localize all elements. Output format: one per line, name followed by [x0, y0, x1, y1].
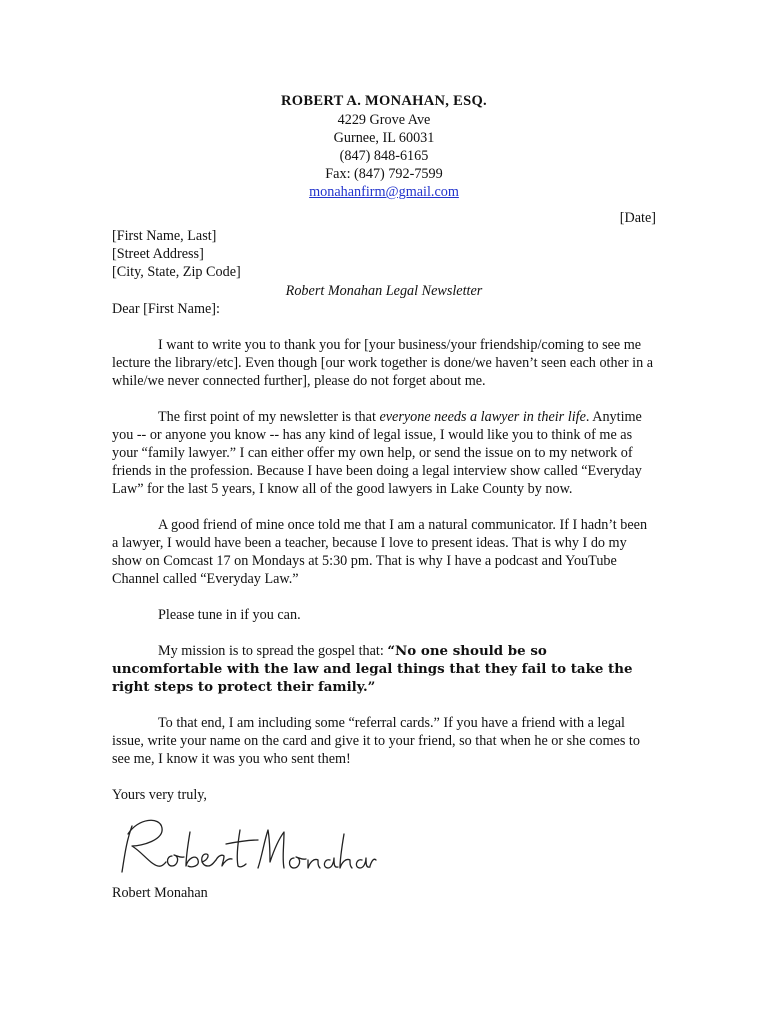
handwritten-signature: [118, 812, 656, 880]
sender-street: 4229 Grove Ave: [337, 112, 431, 128]
letter-page: [112, 92, 656, 902]
paragraph-first-point-lead: The first point of my newsletter is that: [158, 409, 380, 425]
sender-email-link[interactable]: monahanfirm@gmail.com: [309, 184, 459, 200]
signer-name: Robert Monahan: [112, 885, 208, 901]
sender-name: ROBERT A. MONAHAN, ESQ.: [281, 93, 487, 109]
newsletter-title: Robert Monahan Legal Newsletter: [285, 283, 483, 299]
recipient-city: [City, State, Zip Code]: [112, 264, 241, 280]
salutation: Dear [First Name]:: [112, 301, 220, 317]
paragraph-communicator: A good friend of mine once told me that I am a natural communicator. If I hadn’t been a lawyer, I would have been a teacher, because I love to present ideas. That is why I do my show on Comcast 17 on Mondays at 5:30 pm. That is why I have a podcast and YouTube Channel called “Everyday Law.”: [112, 517, 648, 587]
paragraph-referral: To that end, I am including some “referral cards.” If you have a friend with a legal issue, write your name on the card and give it to your friend, so that when he or she comes to see me, I know it was you who sent them!: [112, 715, 640, 767]
letter-date: [Date]: [619, 210, 656, 226]
paragraph-mission-lead: My mission is to spread the gospel that:: [158, 643, 388, 659]
paragraph-first-point: [112, 408, 656, 498]
recipient-address: [112, 227, 656, 281]
paragraph-tune-in: Please tune in if you can.: [158, 607, 301, 623]
letterhead: [112, 92, 656, 201]
recipient-street: [Street Address]: [112, 246, 204, 262]
paragraph-thanks: I want to write you to thank you for [your business/your friendship/coming to see me lecture the library/etc]. Even though [our work together is done/we haven’t seen each other in a while/we never connected further], please do not forget about me.: [112, 337, 654, 389]
paragraph-first-point-rest: . Anytime you -- or anyone you know -- has any kind of legal issue, I would like you to think of me as your “family lawyer.” I can either offer my own help, or send the issue on to my network of friends in the profession. Because I have been doing a legal interview show called “Everyday Law” for the last 5 years, I know all of the good lawyers in Lake County by now.: [112, 409, 642, 497]
closing: Yours very truly,: [112, 787, 207, 803]
signature-image: [118, 812, 378, 880]
sender-fax: Fax: (847) 792-7599: [325, 166, 443, 182]
paragraph-mission: [112, 642, 656, 696]
paragraph-first-point-emphasis: everyone needs a lawyer in their life: [379, 409, 586, 425]
recipient-name: [First Name, Last]: [112, 228, 217, 244]
sender-city: Gurnee, IL 60031: [333, 130, 435, 146]
paragraph-mission-quote: “No one should be so uncomfortable with the law and legal things that they fail to take the right steps to protect their family.”: [112, 643, 633, 695]
sender-phone: (847) 848-6165: [339, 148, 429, 164]
